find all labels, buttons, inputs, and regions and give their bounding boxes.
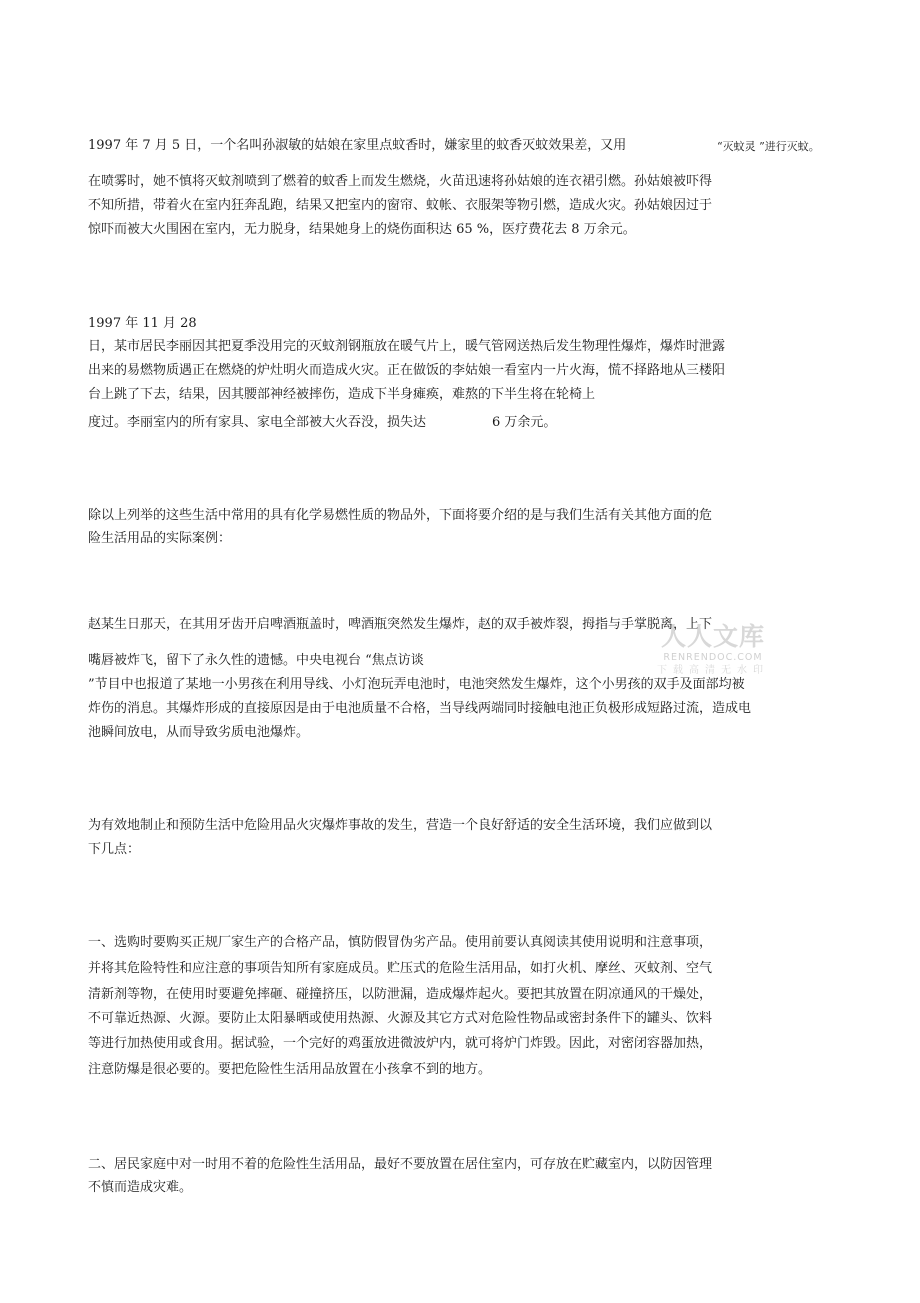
text-line: 度过。李丽室内的所有家具、家电全部被大火吞没，损失达 bbox=[88, 415, 427, 430]
text-line: 险生活用品的实际案例： bbox=[88, 531, 232, 546]
text-line: 池瞬间放电，从而导致劣质电池爆炸。 bbox=[88, 725, 310, 740]
text-line: 惊吓而被大火围困在室内，无力脱身，结果她身上的烧伤面积达 65 %，医疗费花去 8 万余元。 bbox=[88, 222, 636, 237]
text-line: 在喷雾时，她不慎将灭蚊剂喷到了燃着的蚊香上而发生燃烧，火苗迅速将孙姑娘的连衣裙引燃。孙姑娘被吓得 bbox=[88, 174, 713, 189]
text-line: 除以上列举的这些生活中常用的具有化学易燃性质的物品外，下面将要介绍的是与我们生活有关其他方面的危 bbox=[88, 508, 713, 523]
text-line: 6 万余元。 bbox=[492, 415, 557, 430]
text-line: 并将其危险特性和应注意的事项告知所有家庭成员。贮压式的危险生活用品，如打火机、摩丝、灭蚊剂、空气 bbox=[88, 961, 713, 976]
text-line: 不慎而造成灾难。 bbox=[88, 1180, 193, 1195]
watermark-url: RENRENDOC.COM bbox=[663, 652, 763, 663]
text-line: 台上跳了下去，结果，因其腰部神经被摔伤，造成下半身瘫痪，难熬的下半生将在轮椅上 bbox=[88, 387, 596, 402]
text-line: 为有效地制止和预防生活中危险用品火灾爆炸事故的发生，营造一个良好舒适的安全生活环境，我们应做到以 bbox=[88, 818, 713, 833]
text-line: 不可靠近热源、火源。要防止太阳暴晒或使用热源、火源及其它方式对危险性物品或密封条件下的罐头、饮料 bbox=[88, 1011, 713, 1026]
text-line: 1997 年 11 月 28 bbox=[88, 316, 197, 331]
text-line: 注意防爆是很必要的。要把危险性生活用品放置在小孩拿不到的地方。 bbox=[88, 1062, 492, 1077]
text-line: “灭蚊灵 ”进行灭蚊。 bbox=[717, 140, 820, 153]
watermark-title: 人人文库 bbox=[660, 622, 765, 651]
text-line: 1997 年 7 月 5 日，一个名叫孙淑敏的姑娘在家里点蚊香时，嫌家里的蚊香灭蚊效果差，又用 bbox=[88, 138, 627, 153]
text-line: 二、居民家庭中对一时用不着的危险性生活用品，最好不要放置在居住室内，可存放在贮藏室内，以防因管理 bbox=[88, 1157, 713, 1172]
text-line: 不知所措，带着火在室内狂奔乱跑，结果又把室内的窗帘、蚊帐、衣服架等物引燃，造成火灾。孙姑娘因过于 bbox=[88, 198, 713, 213]
text-line: 赵某生日那天，在其用牙齿开启啤酒瓶盖时，啤酒瓶突然发生爆炸，赵的双手被炸裂，拇指与手掌脱离，上下 bbox=[88, 617, 713, 632]
watermark bbox=[648, 622, 778, 678]
text-line: 日，某市居民李丽因其把夏季没用完的灭蚊剂钢瓶放在暖气片上，暖气管网送热后发生物理性爆炸，爆炸时泄露 bbox=[88, 339, 726, 354]
text-line: 下几点： bbox=[88, 842, 141, 857]
text-line: 清新剂等物，在使用时要避免摔砸、碰撞挤压，以防泄漏，造成爆炸起火。要把其放置在阴凉通风的干燥处， bbox=[88, 987, 713, 1002]
text-line: 炸伤的消息。其爆炸形成的直接原因是由于电池质量不合格，当导线两端同时接触电池正负极形成短路过流，造成电 bbox=[88, 701, 752, 716]
text-line: 嘴唇被炸飞，留下了永久性的遗憾。中央电视台 “焦点访谈 bbox=[88, 653, 424, 668]
text-line: 等进行加热使用或食用。据试验，一个完好的鸡蛋放进微波炉内，就可将炉门炸毁。因此，对密闭容器加热， bbox=[88, 1036, 713, 1051]
text-line: 一、选购时要购买正规厂家生产的合格产品，慎防假冒伪劣产品。使用前要认真阅读其使用说明和注意事项， bbox=[88, 935, 713, 950]
text-line: ”节目中也报道了某地一小男孩在利用导线、小灯泡玩弄电池时，电池突然发生爆炸，这个小男孩的双手及面部均被 bbox=[88, 677, 745, 692]
text-line: 出来的易燃物质遇正在燃烧的炉灶明火而造成火灾。正在做饭的李姑娘一看室内一片火海，慌不择路地从三楼阳 bbox=[88, 363, 726, 378]
watermark-subtitle: 下载高清无水印 bbox=[657, 665, 769, 676]
